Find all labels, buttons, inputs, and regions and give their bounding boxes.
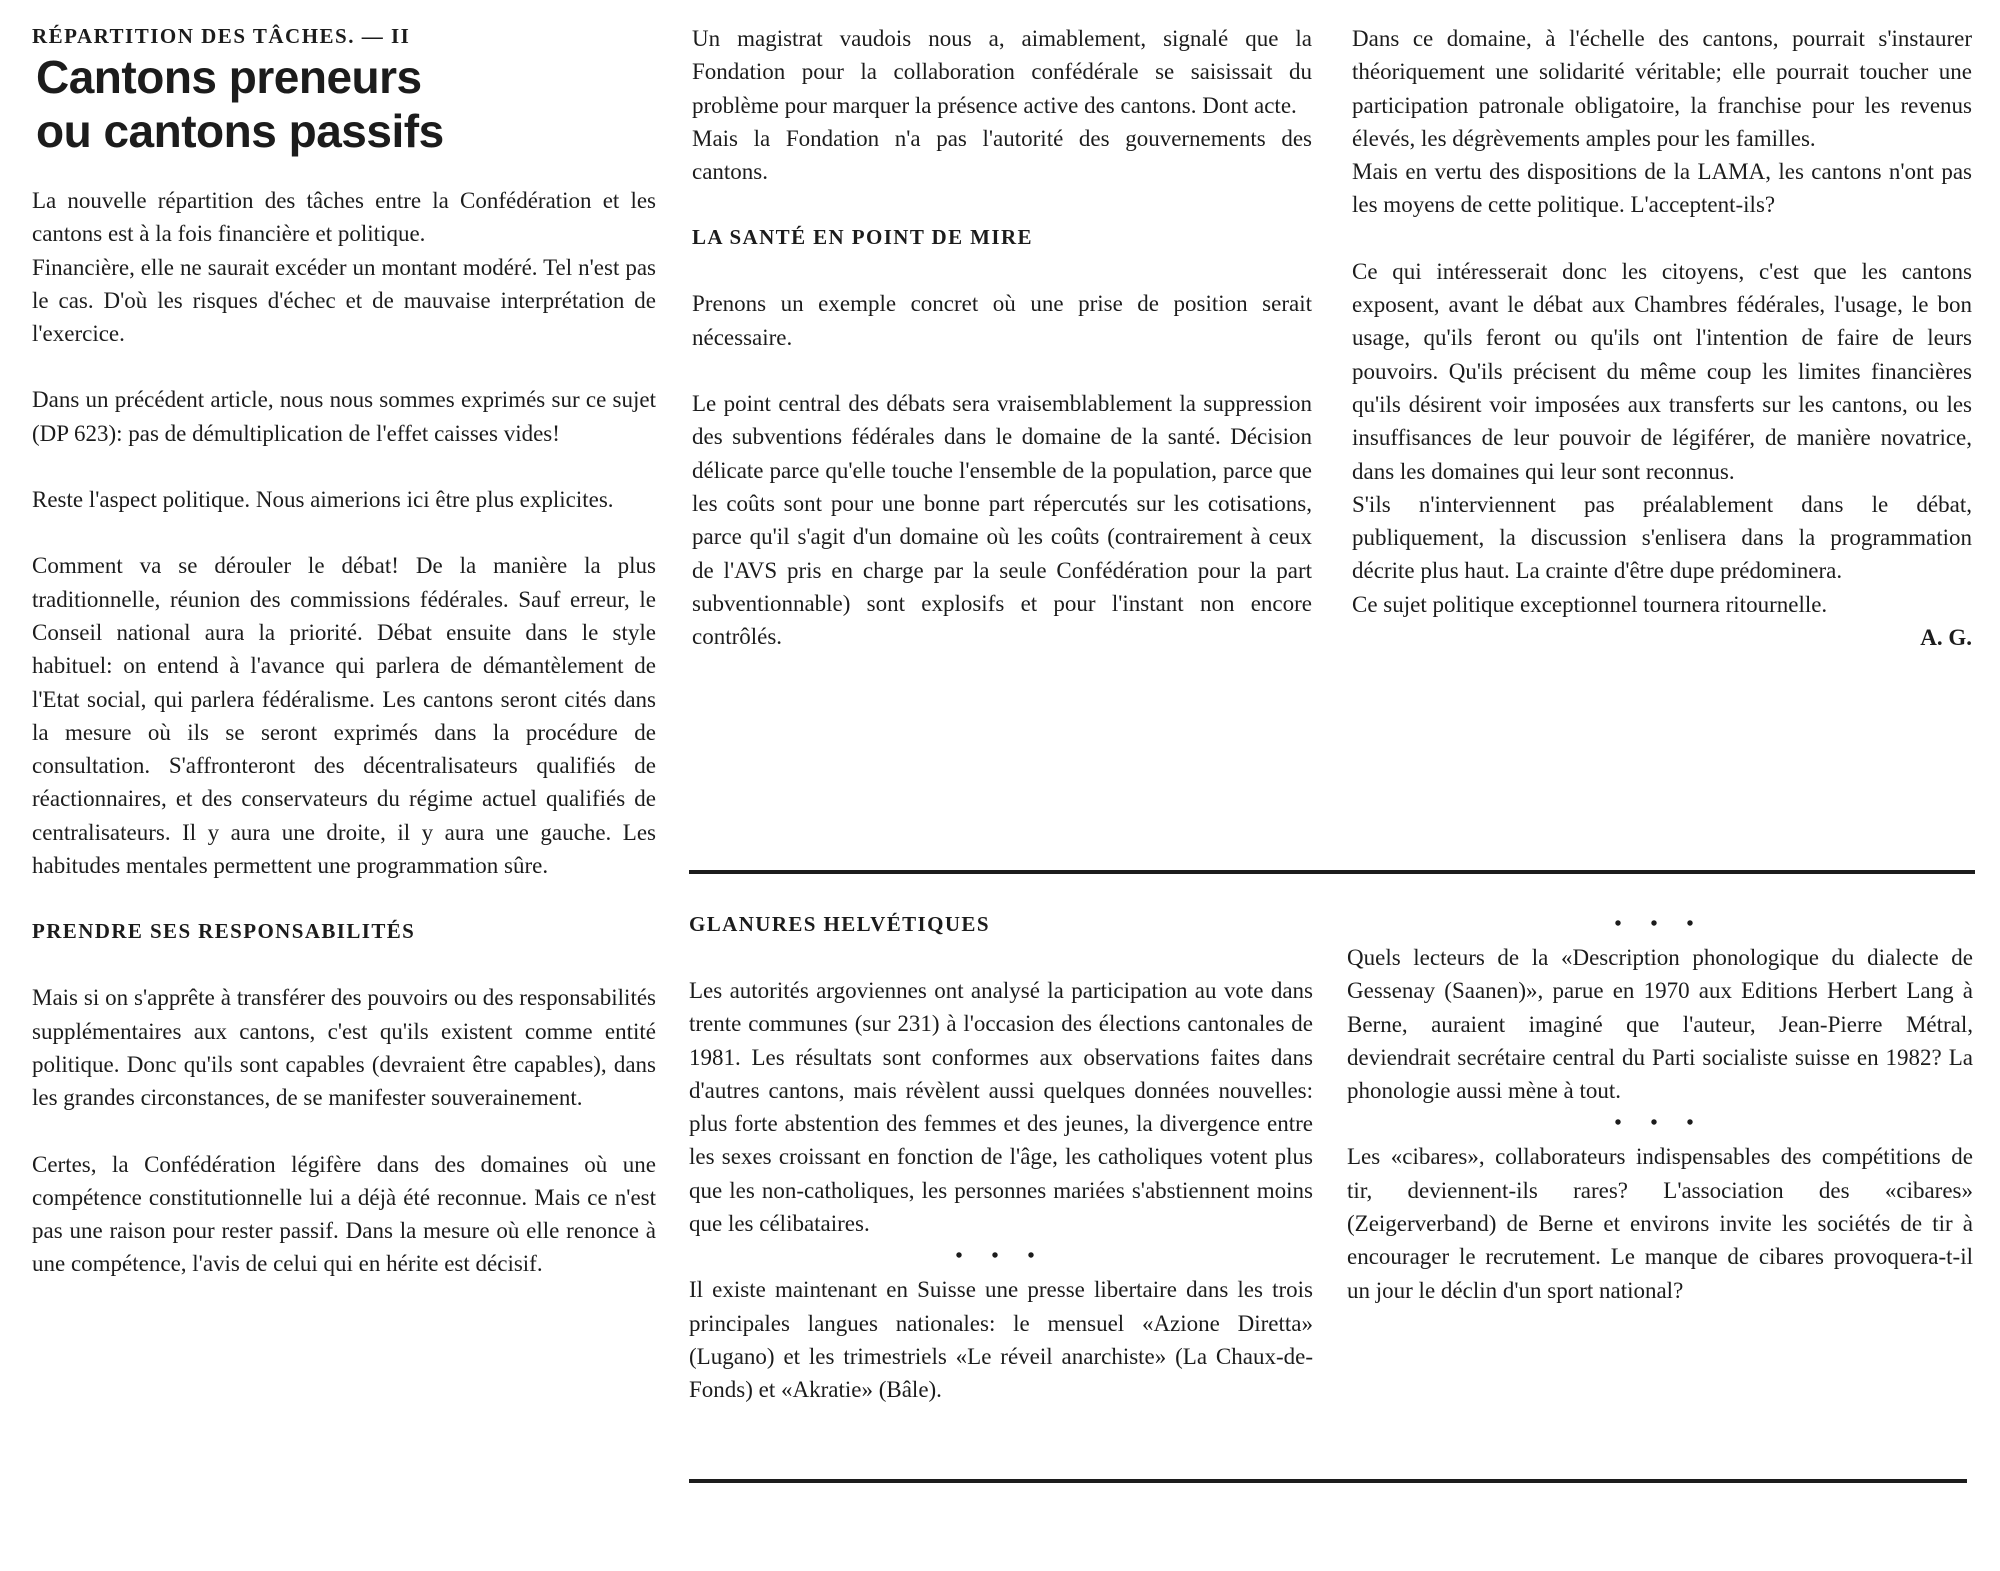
item-separator-dots: • • • [955, 1245, 1047, 1268]
intro-paragraph: Dans un précédent article, nous nous sommes exprimés sur ce sujet (DP 623): pas de démultiplication de l'effet caisses vides! [32, 387, 656, 446]
glanures-heading: GLANURES HELVÉTIQUES [689, 912, 990, 936]
glanure-item: Il existe maintenant en Suisse une presse libertaire dans les trois principales langues nationales: le mensuel «Azione Diretta» (Lugano) et les trimestriels «Le réveil anarchiste» (La Chaux-de-Fonds) et «Akratie» (Bâle). [689, 1277, 1313, 1403]
article-headline [36, 50, 656, 158]
body-paragraph: Le point central des débats sera vraisemblablement la suppression des subventions fédérales dans le domaine de la santé. Décision délicate parce qu'elle touche l'ensemble de la population, parce que les coûts sont pour une bonne part répercutés sur les cotisations, parce qu'il s'agit d'un domaine où les coûts (contrairement à ceux de l'AVS pris en charge par la seule Confédération pour la part subventionnable) sont explosifs et pour l'instant non encore contrôlés. [692, 391, 1312, 650]
item-separator-dots: • • • [1614, 913, 1706, 935]
glanure-item: Les autorités argoviennes ont analysé la participation au vote dans trente communes (sur 231) à l'occasion des élections cantonales de 1981. Les résultats sont conformes aux observations faites dans d'autres cantons, mais révèlent aussi quelques données nouvelles: plus forte abstention des femmes et des jeunes, la divergence entre les sexes croissant en fonction de l'âge, les catholiques votent plus que les non-catholiques, les personnes mariées s'abstiennent moins que les célibataires. [689, 978, 1313, 1237]
glanures-column-2 [1347, 908, 1973, 1307]
intro-paragraph: La nouvelle répartition des tâches entre la Confédération et les cantons est à la fois financière et politique. [32, 188, 656, 247]
headline-line-2: ou cantons passifs [36, 105, 444, 157]
intro-paragraph: Reste l'aspect politique. Nous aimerions ici être plus explicites. [32, 487, 614, 513]
body-paragraph: Dans ce domaine, à l'échelle des cantons, pourrait s'instaurer théoriquement une solidarité véritable; elle pourrait toucher une participation patronale obligatoire, la franchise pour les revenus élevés, les dégrèvements amples pour les familles. [1352, 26, 1972, 151]
body-paragraph-text: Certes, la Confédération légifère dans des domaines où une compétence constitutionnelle lui a déjà été reconnue. Mais ce n'est pas une raison pour rester passif. Dans la mesure où elle renonce à une compétence, l'avis de celui qui en hérite est décisif. [32, 1151, 656, 1277]
body-paragraph: Mais en vertu des dispositions de la LAMA, les cantons n'ont pas les moyens de cette politique. L'acceptent-ils? [1352, 159, 1972, 218]
body-paragraph-continued [32, 1148, 656, 1281]
page-bottom-rule [689, 1479, 1967, 1483]
section-heading-sante: LA SANTÉ EN POINT DE MIRE [692, 225, 1033, 250]
glanure-item: Les «cibares», collaborateurs indispensables des compétitions de tir, deviennent-ils rares? L'association des «cibares» (Zeigerverband) de Berne et environs invite les sociétés de tir à encourager le recrutement. Le manque de cibares provoquera-t-il un jour le déclin d'un sport national? [1347, 1144, 1973, 1303]
body-paragraph: S'ils n'interviennent pas préalablement dans le débat, publiquement, la discussion s'enlisera dans la programmation décrite plus haut. La crainte d'être dupe prédominera. [1352, 491, 1972, 584]
headline-line-1: Cantons preneurs [36, 51, 422, 103]
article-kicker: RÉPARTITION DES TÂCHES. — II [32, 24, 411, 48]
section-heading-responsabilites: PRENDRE SES RESPONSABILITÉS [32, 919, 416, 944]
glanure-item: Quels lecteurs de la «Description phonologique du dialecte de Gessenay (Saanen)», parue en 1970 aux Editions Herbert Lang à Berne, auraient imaginé que l'auteur, Jean-Pierre Métral, deviendrait secrétaire central du Parti socialiste suisse en 1982? La phonologie aussi mène à tout. [1347, 945, 1973, 1104]
body-paragraph: Mais la Fondation n'a pas l'autorité des gouvernements des cantons. [692, 125, 1312, 185]
body-paragraph: Ce qui intéresserait donc les citoyens, c'est que les cantons exposent, avant le débat aux Chambres fédérales, l'usage, le bon usage, qu'ils feront ou qu'ils ont l'intention de faire de leurs pouvoirs. Qu'ils précisent du même coup les limites financières qu'ils désirent voir imposées aux transferts sur les cantons, ou les insuffisances de leur pouvoir de légiférer, de manière novatrice, dans les domaines qui leur sont reconnus. [1352, 258, 1972, 484]
body-paragraph: Ce sujet politique exceptionnel tournera ritournelle. [1352, 591, 1828, 617]
glanures-column-1 [689, 908, 1313, 1407]
body-paragraph: Prenons un exemple concret où une prise de position serait nécessaire. [692, 291, 1312, 350]
body-paragraph: Mais si on s'apprête à transférer des pouvoirs ou des responsabilités supplémentaires aux cantons, c'est qu'ils existent comme entité politique. Donc qu'ils sont capables (devraient être capables), dans les grandes circonstances, de se manifester souverainement. [32, 985, 656, 1111]
article-column-2 [692, 22, 1312, 653]
item-separator-dots: • • • [1614, 1112, 1706, 1135]
intro-paragraph: Financière, elle ne saurait excéder un montant modéré. Tel n'est pas le cas. D'où les risques d'échec et de mauvaise interprétation de l'exercice. [32, 254, 656, 347]
article-column-3 [1352, 22, 1972, 654]
article-signature: A. G. [1920, 625, 1972, 651]
article-column-1 [32, 22, 656, 1281]
intro-paragraph: Comment va se dérouler le débat! De la manière la plus traditionnelle, réunion des commissions fédérales. Sauf erreur, le Conseil national aura la priorité. Débat ensuite dans le style habituel: on entend à l'avance qui parlera de démantèlement de l'Etat social, qui parlera fédéralisme. Les cantons seront cités dans la mesure où ils se seront exprimés dans la procédure de consultation. S'affronteront des décentralisateurs qualifiés de réactionnaires, et des conservateurs du régime actuel qualifiés de centralisateurs. Il y aura une droite, il y aura une gauche. Les habitudes mentales permettent une programmation sûre. [32, 553, 656, 879]
body-paragraph: Un magistrat vaudois nous a, aimablement, signalé que la Fondation pour la collaboration confédérale se saisissait du problème pour marquer la présence active des cantons. Dont acte. [692, 26, 1312, 118]
section-divider-rule [689, 870, 1975, 874]
